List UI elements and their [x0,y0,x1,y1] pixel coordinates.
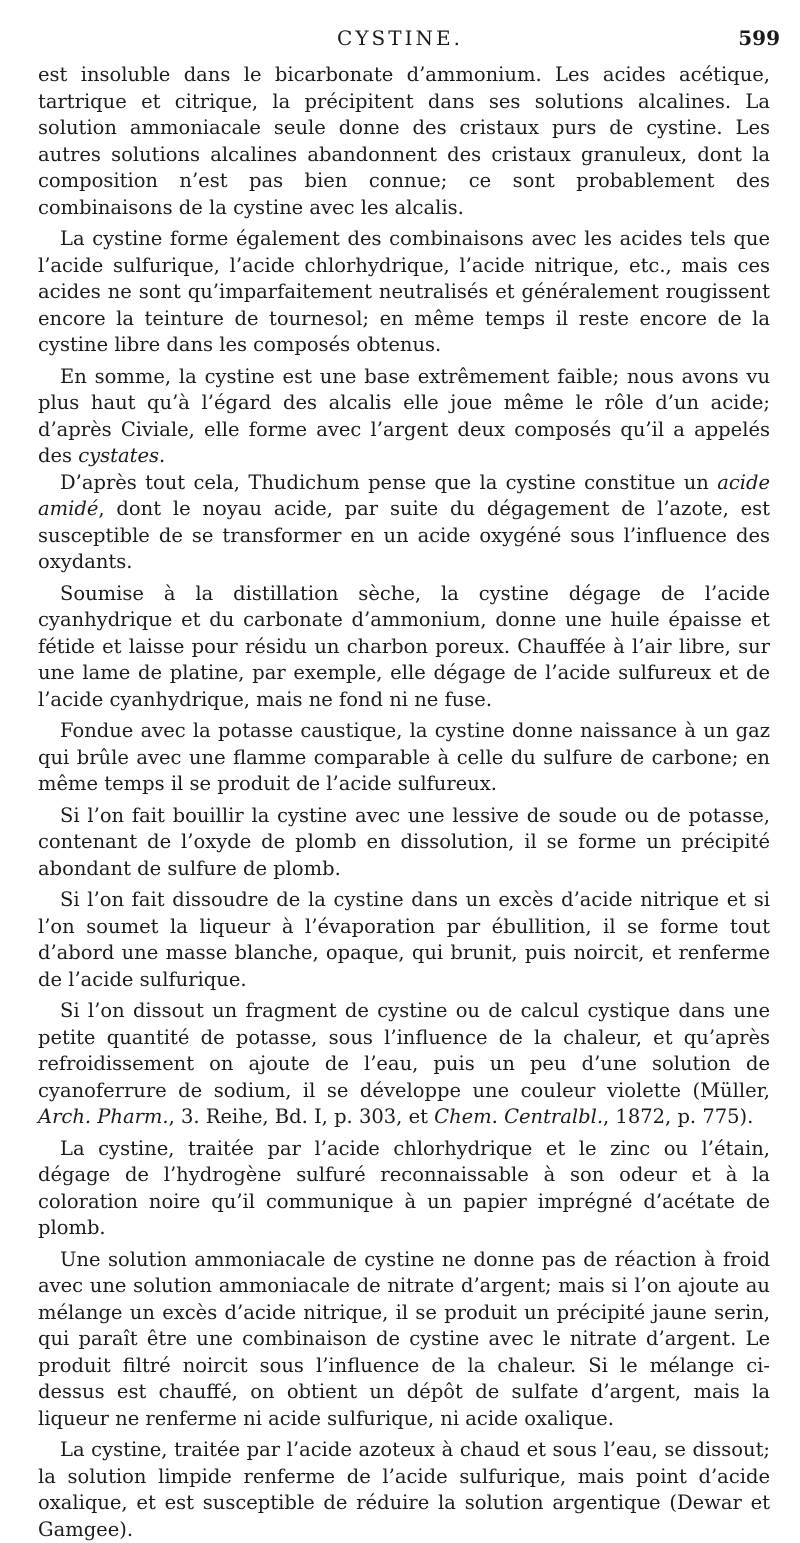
paragraph-2: La cystine forme également des combinaisons avec les acides tels que l’acide sulfurique, l’acide chlorhydrique, l’acide nitrique, etc., mais ces acides ne sont qu’imparfaitement neutralisés et généralement rougissent encore la teinture de tournesol; en même temps il reste encore de la cystine libre dans les composés obtenus. [38,227,770,356]
page-number: 599 [738,26,780,50]
paragraph-10: La cystine, traitée par l’acide chlorhydrique et le zinc ou l’étain, dégage de l’hydrogène sulfuré reconnaissable à son odeur et à la coloration noire qu’il communique à un papier imprégné d’acétate de plomb. [38,1136,770,1239]
paragraph-4: D’après tout cela, Thudichum pense que la cystine constitue un acide amidé, dont le noyau acide, par suite du dégagement de l’azote, est susceptible de se transformer en un acide oxygéné sous l’influence des oxydants. [38,470,770,573]
paragraph-9: Si l’on dissout un fragment de cystine ou de calcul cystique dans une petite quantité de potasse, sous l’influence de la chaleur, et qu’après refroidissement on ajoute de l’eau, puis un peu d’une solution de cyanoferrure de sodium, il se développe une couleur violette (Müller, Arch. Pharm., 3. Reihe, Bd. I, p. 303, et Chem. Centralbl., 1872, p. 775). [38,999,770,1128]
paragraph-5: Soumise à la distillation sèche, la cystine dégage de l’acide cyanhydrique et du carbonate d’ammonium, donne une huile épaisse et fétide et laisse pour résidu un charbon poreux. Chauffée à l’air libre, sur une lame de platine, par exemple, elle dégage de l’acide sulfureux et de l’acide cyanhydrique, mais ne fond ni ne fuse. [38,581,770,711]
running-title: CYSTINE. [337,26,463,50]
paragraph-8: Si l’on fait dissoudre de la cystine dans un excès d’acide nitrique et si l’on soumet la liqueur à l’évaporation par ébullition, il se forme tout d’abord une masse blanche, opaque, qui brunit, puis noircit, et renferme de l’acide sulfurique. [38,888,770,991]
paragraph-12: La cystine, traitée par l’acide azoteux à chaud et sous l’eau, se dissout; la solution limpide renferme de l’acide sulfurique, mais point d’acide oxalique, et est susceptible de réduire la solution argentique (Dewar et Gamgee). [38,1438,770,1541]
paragraph-6: Fondue avec la potasse caustique, la cystine donne naissance à un gaz qui brûle avec une flamme comparable à celle du sulfure de carbone; en même temps il se produit de l’acide sulfureux. [38,719,770,795]
page-header [0,26,800,62]
paragraph-3: En somme, la cystine est une base extrêmement faible; nous avons vu plus haut qu’à l’égard des alcalis elle joue même le rôle d’un acide; d’après Civiale, elle forme avec l’argent deux composés qu’il a appelés des cystates. [38,364,770,467]
paragraph-11: Une solution ammoniacale de cystine ne donne pas de réaction à froid avec une solution ammoniacale de nitrate d’argent; mais si l’on ajoute au mélange un excès d’acide nitrique, il se produit un précipité jaune serin, qui paraît être une combinaison de cystine avec le nitrate d’argent. Le produit filtré noircit sous l’influence de la chaleur. Si le mélange ci-dessus est chauffé, on obtient un dépôt de sulfate d’argent, mais la liqueur ne renferme ni acide sulfurique, ni acide oxalique. [38,1247,770,1430]
paragraph-7: Si l’on fait bouillir la cystine avec une lessive de soude ou de potasse, contenant de l’oxyde de plomb en dissolution, il se forme un précipité abondant de sulfure de plomb. [38,803,770,880]
paragraph-1: est insoluble dans le bicarbonate d’ammonium. Les acides acétique, tartrique et citrique, la précipitent dans ses solutions alcalines. La solution ammoniacale seule donne des cristaux purs de cystine. Les autres solutions alcalines abandonnent des cristaux granuleux, dont la composition n’est pas bien connue; ce sont probablement des combinaisons de la cystine avec les alcalis. [38,63,770,219]
page-body [38,62,770,1543]
